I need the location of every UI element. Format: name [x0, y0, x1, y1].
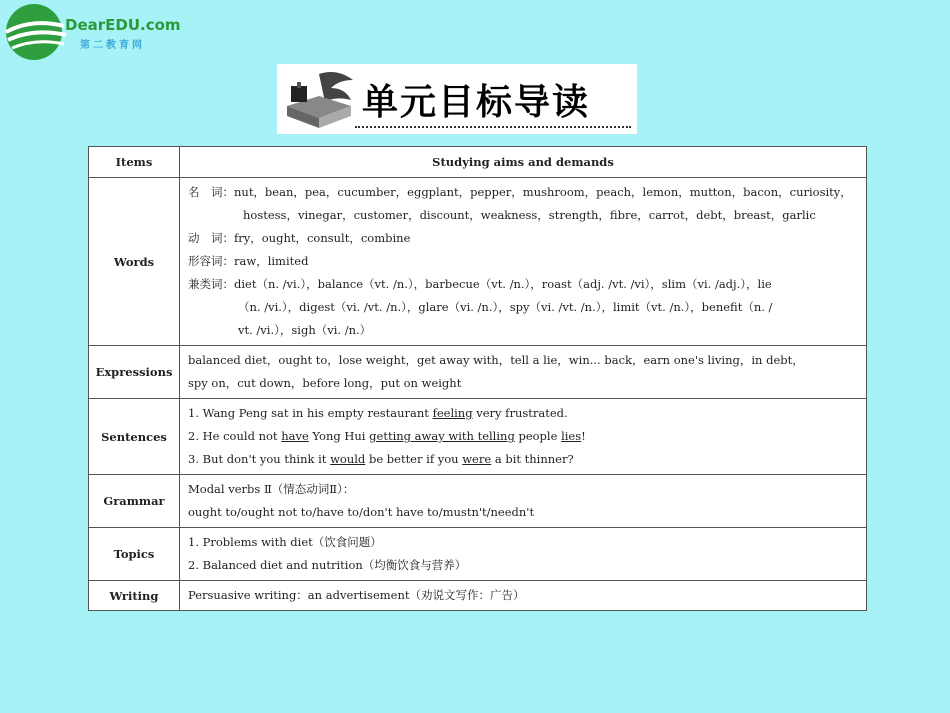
expressions-line-2: spy on，cut down，before long，put on weight: [188, 376, 462, 390]
s2-text-c: people: [514, 429, 562, 443]
s2-underlined-2: getting away with telling: [369, 429, 515, 443]
adj-list: raw，limited: [234, 254, 309, 268]
logo-swoosh-icon: [2, 2, 72, 62]
logo-sub-text: 第二教育网: [80, 40, 145, 51]
multi-list-1: diet（n. /vi.），balance（vt. /n.），barbecue（vt. /n.），roast（adj. /vt. /vi），slim（vi. /adj.），lie: [234, 277, 772, 291]
words-content: [180, 178, 867, 346]
s3-text-a: 3. But don't you think it: [188, 452, 331, 466]
noun-list-1: nut，bean，pea，cucumber，eggplant，pepper，mushroom，peach，lemon，mutton，bacon，curiosity，: [234, 185, 852, 199]
adj-line: [188, 250, 859, 273]
s3-underlined-1: would: [330, 452, 366, 466]
sentence-2: [188, 425, 859, 448]
logo-brand-text: DearEDU.com: [65, 16, 181, 34]
writing-content: [180, 581, 867, 611]
sentence-1: [188, 402, 859, 425]
verb-label: 动 词：: [188, 231, 234, 245]
s3-text-c: a bit thinner?: [491, 452, 574, 466]
s2-text-a: 2. He could not: [188, 429, 282, 443]
writing-line-1: Persuasive writing：an advertisement（劝说文写作：广告）: [188, 588, 525, 602]
table-header-row: [89, 147, 867, 178]
s3-text-b: be better if you: [365, 452, 463, 466]
row-label-sentences: Sentences: [89, 399, 180, 475]
noun-line-2: hostess，vinegar，customer，discount，weakness，strength，fibre，carrot，debt，breast，garlic: [243, 208, 816, 222]
multi-label: 兼类词：: [188, 277, 234, 291]
verb-list: fry，ought，consult，combine: [234, 231, 411, 245]
grammar-content: [180, 475, 867, 528]
banner-dotted-rule: [355, 126, 631, 128]
noun-line-1: [188, 181, 859, 204]
s1-text-a: 1. Wang Peng sat in his empty restaurant: [188, 406, 433, 420]
row-label-grammar: Grammar: [89, 475, 180, 528]
multi-line-1: [188, 273, 859, 296]
noun-label: 名 词：: [188, 185, 234, 199]
topics-line-1: 1. Problems with diet（饮食问题）: [188, 535, 382, 549]
books-leaf-icon: [279, 66, 359, 132]
row-label-writing: Writing: [89, 581, 180, 611]
s3-underlined-2: were: [462, 452, 492, 466]
grammar-line-1: Modal verbs Ⅱ（情态动词Ⅱ）：: [188, 482, 355, 496]
header-aims: Studying aims and demands: [180, 147, 867, 178]
header-items: Items: [89, 147, 180, 178]
multi-line-2: （n. /vi.），digest（vi. /vt. /n.），glare（vi. /n.），spy（vi. /vt. /n.），limit（vt. /n.），benefit（n. /: [238, 300, 773, 314]
row-label-topics: Topics: [89, 528, 180, 581]
table-row-topics: [89, 528, 867, 581]
row-label-words: Words: [89, 178, 180, 346]
table-row-words: [89, 178, 867, 346]
table-row-grammar: [89, 475, 867, 528]
topics-line-2: 2. Balanced diet and nutrition（均衡饮食与营养）: [188, 558, 467, 572]
sentence-3: [188, 448, 859, 471]
verb-line: [188, 227, 859, 250]
s2-underlined-3: lies: [561, 429, 582, 443]
aims-table: [88, 146, 867, 611]
s1-underlined: feeling: [432, 406, 473, 420]
s2-underlined-1: have: [281, 429, 309, 443]
expressions-content: [180, 346, 867, 399]
adj-label: 形容词：: [188, 254, 234, 268]
s2-text-b: Yong Hui: [308, 429, 370, 443]
sentences-content: [180, 399, 867, 475]
unit-banner: [277, 64, 637, 134]
grammar-line-2: ought to/ought not to/have to/don't have to/mustn't/needn't: [188, 505, 535, 519]
s1-text-b: very frustrated.: [472, 406, 568, 420]
s2-text-d: !: [581, 429, 586, 443]
row-label-expressions: Expressions: [89, 346, 180, 399]
table-row-expressions: [89, 346, 867, 399]
banner-title: 单元目标导读: [362, 82, 591, 123]
table-row-sentences: [89, 399, 867, 475]
topics-content: [180, 528, 867, 581]
multi-line-3: vt. /vi.），sigh（vi. /n.）: [238, 323, 372, 337]
table-row-writing: [89, 581, 867, 611]
expressions-line-1: balanced diet，ought to，lose weight，get away with，tell a lie，win... back，earn one's living，in debt，: [188, 353, 804, 367]
dearedu-logo: [2, 2, 181, 60]
